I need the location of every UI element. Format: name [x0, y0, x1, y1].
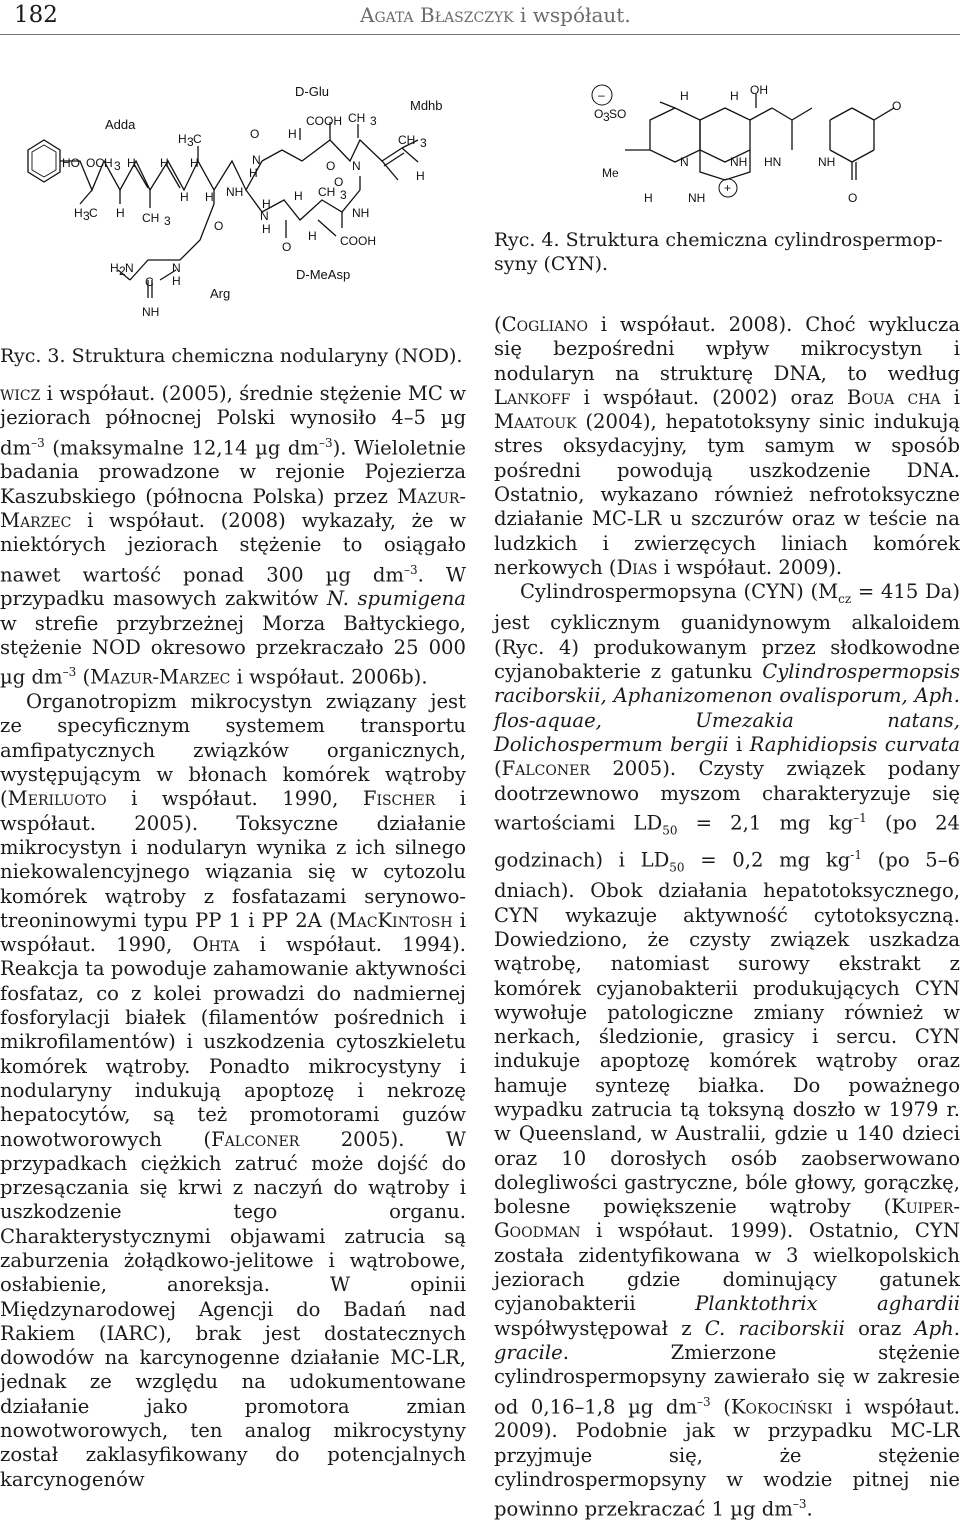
- atom-h-9: H: [262, 222, 271, 236]
- atom-n-1: N: [252, 153, 261, 167]
- text-run: (: [494, 313, 502, 336]
- atom-h3c-1-sub: 3: [187, 135, 194, 149]
- text-run: w strefie przybrzeżnej Morza Bałtyckiego, stężenie NOD okresowo przekraczało 25 000 µg dm: [0, 611, 466, 689]
- label-d-glu: D-Glu: [295, 84, 329, 99]
- nodularin-structure-svg: [0, 80, 470, 330]
- text-run: i współaut. 2006b).: [230, 665, 428, 689]
- atom-h-6: H: [205, 190, 214, 204]
- text-run: Boua cha: [846, 385, 941, 409]
- atom-o-5: O: [326, 159, 336, 173]
- text-run: oraz: [844, 1316, 915, 1340]
- text-run: N. spumigena: [326, 587, 466, 611]
- text-run: Organotropizm mikrocystyn związany jest ze specyficznym systemem transportu amfipatycznych związków organicznych, występującym w błonach komórek wątroby (: [0, 690, 466, 811]
- text-run: wicz: [0, 382, 41, 405]
- label-arg: Arg: [210, 286, 231, 301]
- atom-h-3: H: [190, 156, 199, 170]
- atom-nh-c: NH: [818, 155, 836, 169]
- text-run: i współaut. 2009).: [657, 555, 843, 579]
- text-run: i: [940, 385, 960, 409]
- text-run: C. raciborskii: [704, 1316, 845, 1340]
- text-run: i współaut. 2005). Toksyczne działanie mikrocystyn i nodularyn wynika z ich silnego niekowalencyjnego wiązania się w cytozolu komórek wątroby z fosfatazami serynowo-treoninowymi typu PP 1 i PP 2A (: [0, 787, 466, 932]
- text-run: Cylindrospermopsis raciborskii, Aphanizomenon ovalisporum, Aph. flos-aquae, Umezakia natans, Dolichospermum bergii: [494, 660, 960, 756]
- atom-h-12: H: [416, 169, 425, 183]
- text-run: Maatouk: [494, 410, 577, 434]
- atom-nh-4: NH: [142, 305, 160, 319]
- text-run: i współaut. 1990,: [0, 908, 466, 957]
- text-run: (: [710, 1395, 731, 1419]
- atom-nh-2: N: [260, 209, 269, 223]
- atom-o-b: O: [892, 99, 902, 113]
- text-run: –3: [697, 1394, 711, 1409]
- text-run: Fischer: [362, 787, 436, 811]
- atom-ch3-2-sub: 3: [340, 188, 347, 202]
- text-run: i współaut. 1994). Reakcja ta powoduje zahamowanie aktywności fosfataz, co z kolei prowadzi do nadmiernej fosforylacji białek (filamentów pośrednich i mikrofilamentów) i uszkodzenia cytoszkieletu komórek wątroby. Ponadto mikrocystyny i nodularyny indukują apoptozę i nekrozę hepatocytów, są też promotorami guzów nowotworowych (: [0, 933, 466, 1151]
- atom-h-4: H: [116, 206, 125, 220]
- right-column: [494, 313, 960, 1522]
- atom-h3c-2-sub: 3: [83, 209, 90, 223]
- text-run: Lankoff: [494, 385, 571, 409]
- text-run: (: [494, 757, 502, 781]
- text-run: (2004), hepatotoksyny sinic indukują stres oksydacyjny, tym samym w sposób pośredni powodują uszkodzenie DNA. Ostatnio, wykazano również nefrotoksyczne działanie MC-LR u szczurów oraz w teście na ludzkich i zwierzęcych liniach komórek nerkowych (: [494, 410, 960, 579]
- text-run: 50: [662, 823, 678, 838]
- left-column: [0, 382, 466, 1492]
- atom-oh: OH: [750, 83, 768, 97]
- cylindrospermopsin-structure-svg: [580, 80, 960, 220]
- text-run: 2005). Czysty związek podany dootrzewnowo myszom charakteryzuje się wartościami LD: [494, 757, 960, 835]
- atom-hn: HN: [764, 155, 782, 169]
- atom-nh-3: NH: [352, 206, 370, 220]
- atom-ch3-3: CH: [348, 111, 366, 125]
- atom-ch3-1: CH: [142, 211, 160, 225]
- running-head-author: Agata Błaszczyk: [360, 3, 514, 27]
- figure-nodularin: [0, 80, 470, 330]
- atom-ch3-1-sub: 3: [164, 214, 171, 228]
- atom-h-c: H: [644, 191, 653, 205]
- text-run: Cylindrospermopsyna (CYN) (M: [520, 580, 839, 604]
- figure-cylindrospermopsin: [580, 80, 960, 220]
- text-run: –3: [319, 435, 333, 450]
- atom-nh-b: NH: [688, 191, 706, 205]
- atom-minus: –: [598, 88, 605, 102]
- atom-o-2: O: [250, 127, 260, 141]
- atom-me: Me: [602, 166, 619, 180]
- text-run: Ohta: [192, 933, 240, 957]
- atom-ch3-4: CH: [398, 133, 416, 147]
- text-run: cz: [838, 592, 852, 607]
- text-run: i współaut. 1999). Ostatnio, CYN została zidentyfikowana w 3 wielkopolskich jeziorach gdzie dominujący gatunek cyjanobakterii: [494, 1219, 960, 1316]
- right-paragraph-1: [494, 313, 960, 580]
- figure4-caption-line2: syny (CYN).: [494, 253, 609, 275]
- text-run: –3: [62, 665, 77, 680]
- text-run: Meriluoto: [7, 787, 107, 811]
- atom-cooh-1: COOH: [306, 114, 342, 128]
- text-run: Cogliano: [501, 313, 588, 336]
- header-rule: [0, 34, 960, 35]
- page-number: 182: [14, 2, 58, 28]
- atom-ch3-3-sub: 3: [370, 114, 377, 128]
- atom-o-3: O: [282, 240, 292, 254]
- text-run: 50: [669, 860, 685, 875]
- atom-n-2: N: [352, 159, 361, 173]
- figure4-caption: [494, 228, 960, 276]
- atom-h-13: H: [308, 229, 317, 243]
- atom-h-b: H: [730, 89, 739, 103]
- atom-och3: OCH: [86, 156, 113, 170]
- text-run: –3: [792, 1497, 807, 1512]
- atom-nh-1: NH: [226, 185, 244, 199]
- text-run: i: [728, 732, 750, 756]
- text-run: 2005). W przypadkach ciężkich zatruć może dojść do przesączania się krwi z naczyń do wątroby i uszkodzenie tego organu. Charakterystycznymi objawami zatrucia są zaburzenia żołądkowo-jelitowe i wątrobowe, osłabienie, anoreksja. W opinii Międzynarodowej Agencji do Badań nad Rakiem (IARC), brak jest dostatecznych dowodów na karcynogenne działanie MC-LR, jednak ze względu na udokumentowane działanie jako promotora zmian nowotworowych, ten analog mikrocystyny został zaklasyfikowany do potencjalnych karcynogenów: [0, 1127, 466, 1491]
- text-run: = 415 Da) jest cyklicznym guanidynowym alkaloidem (Ryc. 4) produkowanym przez słodkowodne cyjanobakterie z gatunku: [494, 580, 960, 684]
- atom-h2n-n: N: [125, 261, 134, 275]
- text-run: ). Wieloletnie badania prowadzone w rejonie Pojezierza Kaszubskiego (północna Polska) przez: [0, 436, 466, 508]
- text-run: Raphidiopsis curvata: [749, 732, 960, 756]
- text-run: MacKintosh: [336, 908, 453, 932]
- atom-h-7: H: [249, 166, 258, 180]
- atom-h-10: H: [288, 127, 297, 141]
- text-run: Kuiper-Goodman: [494, 1195, 960, 1243]
- atom-och3-sub: 3: [114, 159, 121, 173]
- atom-h-5: H: [180, 190, 189, 204]
- atom-o3so: O: [594, 107, 604, 121]
- atom-n-3: N: [172, 261, 181, 275]
- atom-ch3-2: CH: [318, 185, 336, 199]
- text-run: (po 24 godzinach) i LD: [494, 811, 960, 872]
- label-mdhb: Mdhb: [410, 98, 443, 113]
- text-run: i współaut. (2005), średnie stężenie MC w jeziorach północnej Polski wynosiło 4–5 µg dm: [0, 382, 466, 460]
- atom-h-14: H: [172, 274, 181, 288]
- text-run: współwystępował z: [494, 1316, 705, 1340]
- label-adda: Adda: [105, 117, 136, 132]
- text-run: –1: [853, 810, 867, 825]
- text-run: (: [76, 665, 91, 689]
- atom-h3c-2-c: C: [89, 206, 98, 220]
- right-paragraph-2: [494, 580, 960, 1522]
- text-run: i współaut. (2002) oraz: [570, 385, 847, 409]
- text-run: Mazur-Marzec: [0, 484, 466, 533]
- text-run: Mazur-Marzec: [90, 665, 231, 689]
- atom-o-4: O: [334, 175, 344, 189]
- atom-h-11: H: [294, 189, 303, 203]
- atom-n-a: N: [680, 155, 689, 169]
- figure4-caption-line1: Ryc. 4. Struktura chemiczna cylindrospermop-: [494, 229, 943, 251]
- atom-cooh-2: COOH: [340, 234, 376, 248]
- text-run: . W przypadku masowych zakwitów: [0, 563, 466, 611]
- text-run: i współaut. 2009). Podobnie jak w przypadku MC-LR przyjmuje się, że stężenie cylindrospermopsyny w wodzie pitnej nie powinno przekraczać 1 µg dm: [494, 1395, 960, 1521]
- text-run: Planktothrix aghardii: [695, 1292, 960, 1316]
- text-run: –3: [31, 435, 45, 450]
- page-header: [0, 0, 960, 40]
- running-head-coauthors: i współaut.: [513, 3, 631, 27]
- text-run: Dias: [616, 555, 658, 579]
- text-run: (po 5–6 dniach). Obok działania hepatotoksycznego, CYN wykazuje aktywność cytotoksyczną. Dowiedziono, że czysty związek uszkadza wątrobę, natomiast surowy ekstrakt z komórek cyjanobakterii produkujących CYN wywołuje patologiczne zmiany również w nerkach, śledzionie, grasicy i sercu. CYN indukuje apoptozę komórek wątroby oraz hamuje syntezę białka. Do poważnego wypadku zatrucia tą toksyną doszło w 1979 r. w Queensland, w Australii, gdzie u 140 dzieci oraz 10 dorosłych osób zaobserwowano dolegliwości gastryczne, bóle głowy, gorączkę, bolesne powiększenie wątroby (: [494, 848, 960, 1219]
- atom-h-2: H: [160, 156, 169, 170]
- text-run: Falconer: [211, 1127, 300, 1151]
- text-run: i współaut. (2008) wykazały, że w niektórych jeziorach stężenie to osiągało nawet wartość ponad 300 µg dm: [0, 509, 466, 587]
- text-run: i współaut. 1990,: [106, 787, 363, 811]
- text-run: Falconer: [501, 757, 590, 781]
- text-run: = 2,1 mg kg: [677, 811, 854, 835]
- atom-ch3-4-sub: 3: [420, 136, 427, 150]
- atom-nh-a: NH: [730, 155, 748, 169]
- text-run: –3: [403, 562, 418, 577]
- atom-h-a: H: [680, 89, 689, 103]
- text-run: .: [806, 1497, 813, 1521]
- left-paragraph-1: [0, 382, 466, 690]
- text-run: -1: [850, 847, 862, 862]
- left-paragraph-2: [0, 690, 466, 1492]
- atom-h2n-sub: 2: [119, 264, 126, 278]
- atom-h-8: H: [262, 197, 271, 211]
- text-run: i współaut. 2008). Choć wyklucza się bezpośredni wpływ mikrocystyn i nodularyn na strukturę DNA, to według: [494, 313, 960, 385]
- atom-o-1: O: [214, 219, 224, 233]
- atom-o3so-sub: 3: [603, 110, 610, 124]
- atom-o-a: O: [848, 191, 858, 205]
- text-run: Kokociński: [730, 1395, 833, 1419]
- text-run: = 0,2 mg kg: [684, 848, 851, 872]
- label-d-measp: D-MeAsp: [296, 267, 351, 282]
- text-run: Aph. gracile: [494, 1316, 960, 1364]
- atom-h-1: H: [127, 156, 136, 170]
- running-head: [360, 3, 631, 27]
- atom-so: SO: [609, 107, 627, 121]
- figure3-caption: Ryc. 3. Struktura chemiczna nodularyny (NOD).: [0, 345, 463, 367]
- atom-h3c-1-c: C: [193, 132, 202, 146]
- atom-h3c-1: H: [178, 132, 187, 146]
- atom-h3c-2: H: [74, 206, 83, 220]
- atom-c: C: [145, 275, 154, 289]
- text-run: . Zmierzone stężenie cylindrospermopsyny zawierało się w zakresie od 0,16–1,8 µg dm: [494, 1340, 960, 1419]
- text-run: (maksymalne 12,14 µg dm: [44, 436, 320, 460]
- atom-ho: HO: [62, 156, 80, 170]
- atom-plus: +: [724, 181, 732, 195]
- atom-h2n: H: [110, 261, 119, 275]
